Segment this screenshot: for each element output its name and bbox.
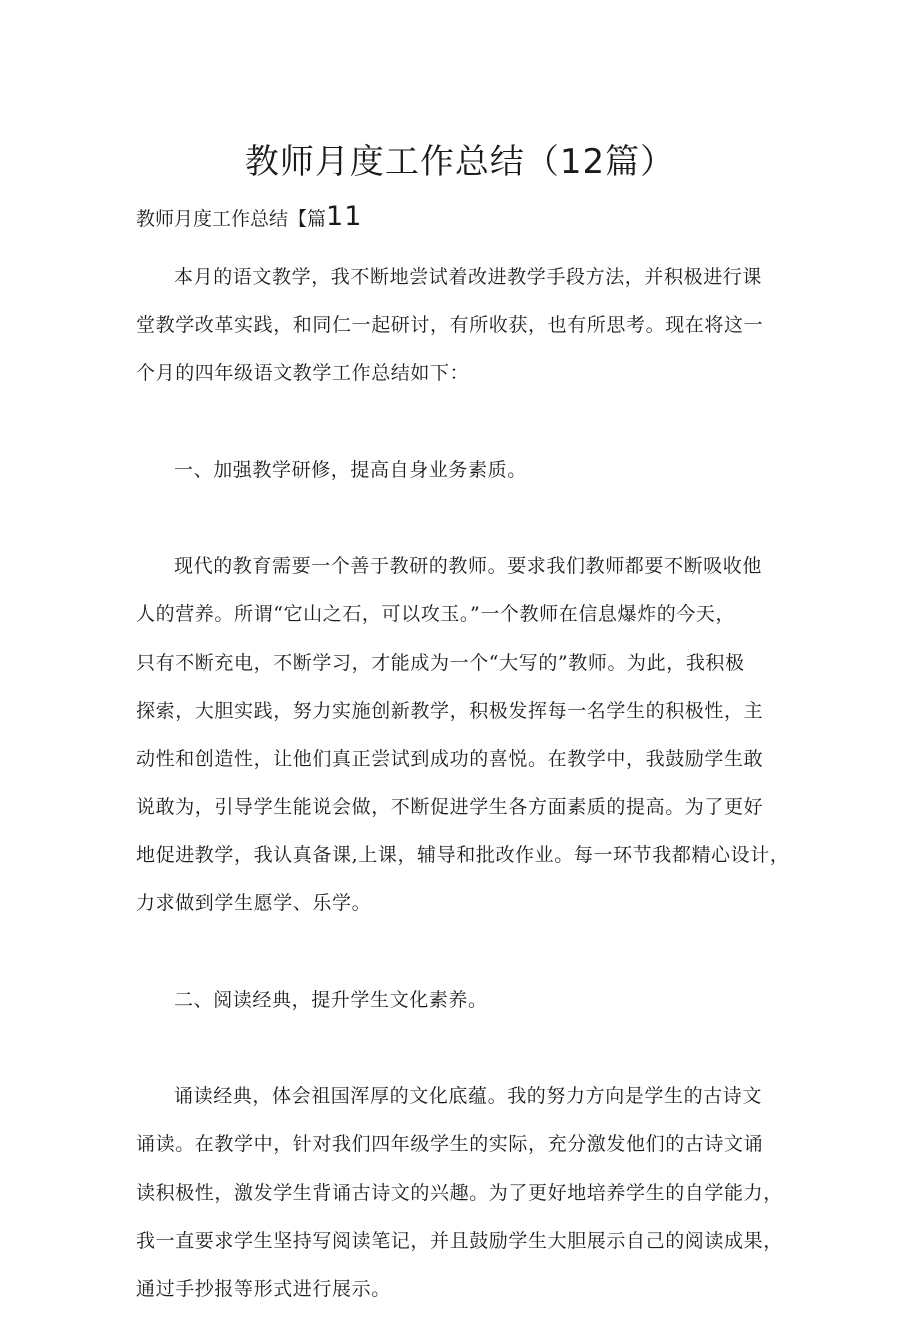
paragraph-line: 动性和创造性，让他们真正尝试到成功的喜悦。在教学中，我鼓励学生敢: [136, 747, 764, 770]
paragraph: [136, 257, 790, 402]
paragraph-line: 我一直要求学生坚持写阅读笔记，并且鼓励学生大胆展示自己的阅读成果，: [136, 1229, 783, 1252]
document-title: 教师月度工作总结（12篇）: [244, 142, 676, 182]
paragraph-line: 说敢为，引导学生能说会做，不断促进学生各方面素质的提高。为了更好: [136, 796, 764, 819]
paragraph-line: 通过手抄报等形式进行展示。: [136, 1277, 391, 1300]
paragraph: [136, 546, 790, 932]
paragraph-line: 探索，大胆实践，努力实施创新教学，积极发挥每一名学生的积极性，主: [136, 699, 764, 722]
section-heading-paragraph: [136, 450, 790, 498]
paragraph-line: 力求做到学生愿学、乐学。: [136, 892, 372, 915]
document-body: [136, 257, 790, 1317]
section-heading: [136, 200, 362, 236]
paragraph-line: 只有不断充电，不断学习，才能成为一个“大写的”教师。为此，我积极: [136, 651, 745, 674]
paragraph-line: 地促进教学，我认真备课,上课，辅导和批改作业。每一环节我都精心设计，: [136, 844, 790, 867]
section-heading-prefix: 教师月度工作总结【篇: [136, 208, 327, 230]
paragraph-line: 堂教学改革实践，和同仁一起研讨，有所收获，也有所思考。现在将这一: [136, 314, 764, 337]
paragraph-line: 本月的语文教学，我不断地尝试着改进教学手段方法，并积极进行课: [174, 266, 763, 288]
paragraph-line: 诵读经典，体会祖国浑厚的文化底蕴。我的努力方向是学生的古诗文: [174, 1085, 763, 1108]
section-heading-paragraph: [136, 980, 790, 1028]
paragraph-line: 二、阅读经典，提升学生文化素养。: [174, 988, 488, 1011]
paragraph-line: 读积极性，激发学生背诵古诗文的兴趣。为了更好地培养学生的自学能力，: [136, 1181, 783, 1204]
paragraph-line: 现代的教育需要一个善于教研的教师。要求我们教师都要不断吸收他: [174, 555, 763, 578]
paragraph: [136, 1076, 790, 1317]
paragraph-line: 诵读。在教学中，针对我们四年级学生的实际，充分激发他们的古诗文诵: [136, 1133, 764, 1156]
section-heading-number: 11: [326, 201, 363, 232]
paragraph-line: 一、加强教学研修，提高自身业务素质。: [174, 458, 527, 481]
paragraph-line: 人的营养。所谓“它山之石，可以攻玉。”一个教师在信息爆炸的今天，: [136, 603, 736, 626]
paragraph-line: 个月的四年级语文教学工作总结如下：: [136, 362, 470, 385]
